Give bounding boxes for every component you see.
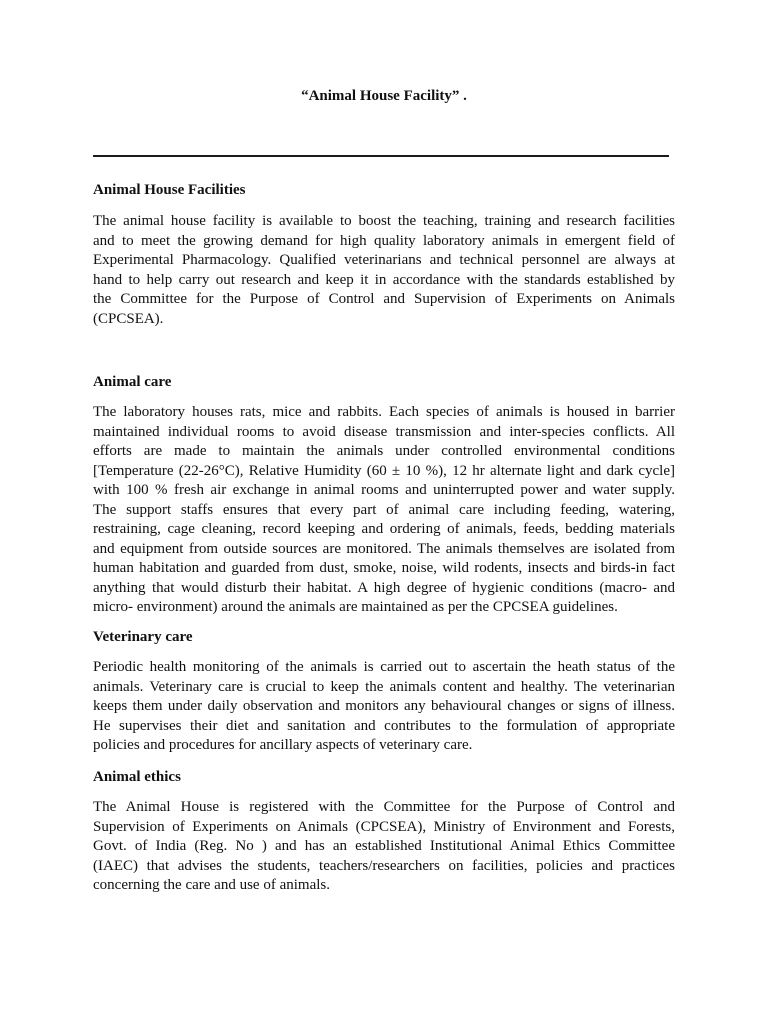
paragraph-line: anything that would disturb their habitat. A high degree of hygienic conditions (macro- and: [93, 579, 675, 596]
paragraph-line: and equipment from outside sources are monitored. The animals themselves are isolated from: [93, 540, 675, 557]
paragraph-line: The laboratory houses rats, mice and rabbits. Each species of animals is housed in barrier: [93, 404, 675, 420]
paragraph-line: efforts are made to maintain the animals under controlled environmental conditions: [93, 443, 675, 459]
paragraph-line: maintained individual rooms to avoid disease transmission and inter-species conflicts. All: [93, 423, 675, 440]
section-paragraph-veterinary-care: [93, 658, 675, 756]
section-heading-veterinary-care: Veterinary care: [93, 629, 193, 645]
paragraph-line: micro- environment) around the animals are maintained as per the CPCSEA guidelines.: [93, 599, 618, 615]
section-paragraph-animal-care: [93, 403, 675, 618]
paragraph-line: Periodic health monitoring of the animals is carried out to ascertain the heath status of the: [93, 659, 675, 675]
paragraph-line: The Animal House is registered with the Committee for the Purpose of Control and: [93, 799, 675, 815]
paragraph-line: The animal house facility is available to boost the teaching, training and research facilities: [93, 213, 675, 229]
section-heading-animal-care: Animal care: [93, 374, 172, 390]
paragraph-line: with 100 % fresh air exchange in animal rooms and uninterrupted power and water supply.: [93, 482, 675, 498]
paragraph-line: Experimental Pharmacology. Qualified veterinarians and technical personnel are always at: [93, 252, 675, 268]
paragraph-line: keeps them under daily observation and monitors any behavioural changes or signs of illness.: [93, 698, 675, 714]
paragraph-line: (IAEC) that advises the students, teachers/researchers on facilities, policies and practices: [93, 857, 675, 874]
paragraph-line: restraining, cage cleaning, record keeping and ordering of animals, feeds, bedding materials: [93, 521, 675, 537]
paragraph-line: and to meet the growing demand for high quality laboratory animals in emergent field of: [93, 232, 675, 249]
paragraph-line: (CPCSEA).: [93, 310, 164, 327]
section-heading-animal-ethics: Animal ethics: [93, 769, 181, 785]
paragraph-line: He supervises their diet and sanitation and contributes to the formulation of appropriate: [93, 717, 675, 734]
paragraph-line: The support staffs ensures that every part of animal care including feeding, watering,: [93, 501, 675, 518]
paragraph-line: Supervision of Experiments on Animals (CPCSEA), Ministry of Environment and Forests,: [93, 818, 675, 835]
paragraph-line: the Committee for the Purpose of Control and Supervision of Experiments on Animals: [93, 291, 675, 307]
paragraph-line: human habitation and guarded from dust, smoke, noise, wild rodents, insects and birds-in fact: [93, 560, 675, 576]
document-title: “Animal House Facility” .: [301, 88, 467, 104]
paragraph-line: animals. Veterinary care is crucial to keep the animals content and healthy. The veterinarian: [93, 678, 675, 695]
section-paragraph-animal-ethics: [93, 798, 675, 896]
paragraph-line: concerning the care and use of animals.: [93, 877, 330, 893]
paragraph-line: hand to help carry out research and keep it in accordance with the standards established by: [93, 271, 675, 288]
paragraph-line: policies and procedures for ancillary aspects of veterinary care.: [93, 737, 473, 753]
title-divider: [93, 155, 669, 157]
section-heading-animal-house-facilities: Animal House Facilities: [93, 182, 246, 198]
paragraph-line: [Temperature (22-26°C), Relative Humidity (60 ± 10 %), 12 hr alternate light and dark cycle]: [93, 462, 675, 479]
paragraph-line: Govt. of India (Reg. No ) and has an established Institutional Animal Ethics Committee: [93, 838, 675, 854]
section-paragraph-animal-house-facilities: [93, 212, 675, 329]
